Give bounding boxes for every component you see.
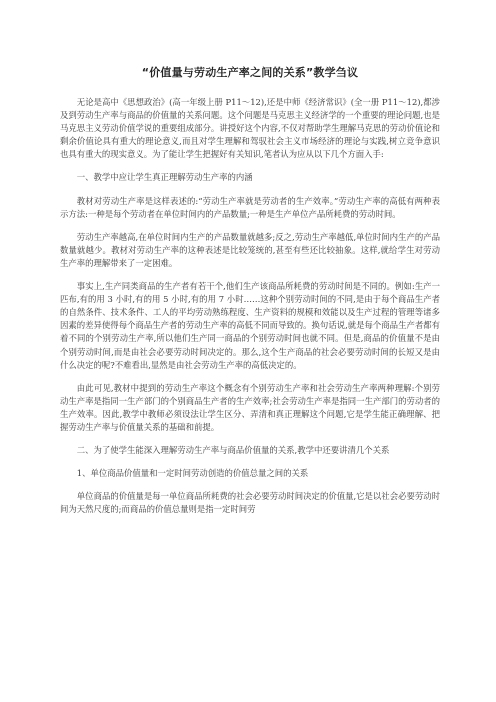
paragraph-example: 事实上,生产同类商品的生产者有若干个,他们生产该商品所耗费的劳动时间是不同的。例如:生产一匹布,有的用 3 小时,有的用 5 小时,有的用 7 小时……这种个别劳动时间的不同,是由于每个商品生产者的自然条件、技术条件、工人的平均劳动熟练程度、生产资料的规模和效能以及生产过程的管理等诸多因素的差异使得每个商品生产者的劳动生产率的高低不同而导致的。换句话说,就是每个商品生产者都有着不同的个别劳动生产率,所以他们生产同一商品的个别劳动时间也就不同。但是,商品的价值量不是由个别劳动时间,而是由社会必要劳动时间决定的。那么,这个生产商品的社会必要劳动时间的长短又是由什么决定的呢?不难看出,显然是由社会劳动生产率的高低决定的。 [60, 281, 440, 370]
paragraph-definition: 教材对劳动生产率是这样表述的:“劳动生产率就是劳动者的生产效率。”劳动生产率的高低有两种表示方法:一种是每个劳动者在单位时间内的产品数量;一种是生产单位产品所耗费的劳动时间。 [60, 195, 440, 219]
subsection-heading-1: 1、单位商品价值量和一定时间劳动创造的价值总量之间的关系 [76, 468, 309, 479]
paragraph-intro: 无论是高中《思想政治》(高一年级上册 P11～12),还是中师《经济常识》(全一册 P11～12),都涉及到劳动生产率与商品的价值量的关系问题。这个问题是马克思主义经济学的一个重要的理论问题,也是马克思主义劳动价值学说的重要组成部分。讲授好这个内容,不仅对帮助学生理解马克思的劳动价值论和剩余价值论具有重大的理论意义,而且对学生理解和驾驭社会主义市场经济的理论与实践,树立竞争意识也具有重大的现实意义。为了能让学生把握好有关知识,笔者认为应从以下几个方面入手: [60, 97, 440, 160]
section-heading-1: 一、教学中应让学生真正理解劳动生产率的内涵 [76, 172, 253, 183]
paragraph-conclusion: 由此可见,教材中提到的劳动生产率这个概念有个别劳动生产率和社会劳动生产率两种理解:个别劳动生产率是指同一生产部门的个别商品生产者的生产效率;社会劳动生产率是指同一生产部门的劳动者的生产效率。因此,教学中教师必须设法让学生区分、弄清和真正理解这个问题,它是学生能正确理解、把握劳动生产率与价值量关系的基础和前提。 [60, 382, 440, 432]
section-heading-2: 二、为了使学生能深入理解劳动生产率与商品价值量的关系,教学中还要讲清几个关系 [76, 445, 390, 456]
paragraph-unit-value: 单位商品的价值量是每一单位商品所耗费的社会必要劳动时间决定的价值量,它是以社会必要劳动时间为天然尺度的;而商品的价值总量则是指一定时间劳 [60, 491, 440, 515]
document-title: “价值量与劳动生产率之间的关系”教学刍议 [141, 66, 359, 79]
paragraph-productivity: 劳动生产率越高,在单位时间内生产的产品数量就越多;反之,劳动生产率越低,单位时间内生产的产品数量就越少。教材对劳动生产率的这种表述是比较笼统的,甚至有些还比较抽象。这样,就给学生对劳动生产率的理解带来了一定困难。 [60, 231, 440, 268]
